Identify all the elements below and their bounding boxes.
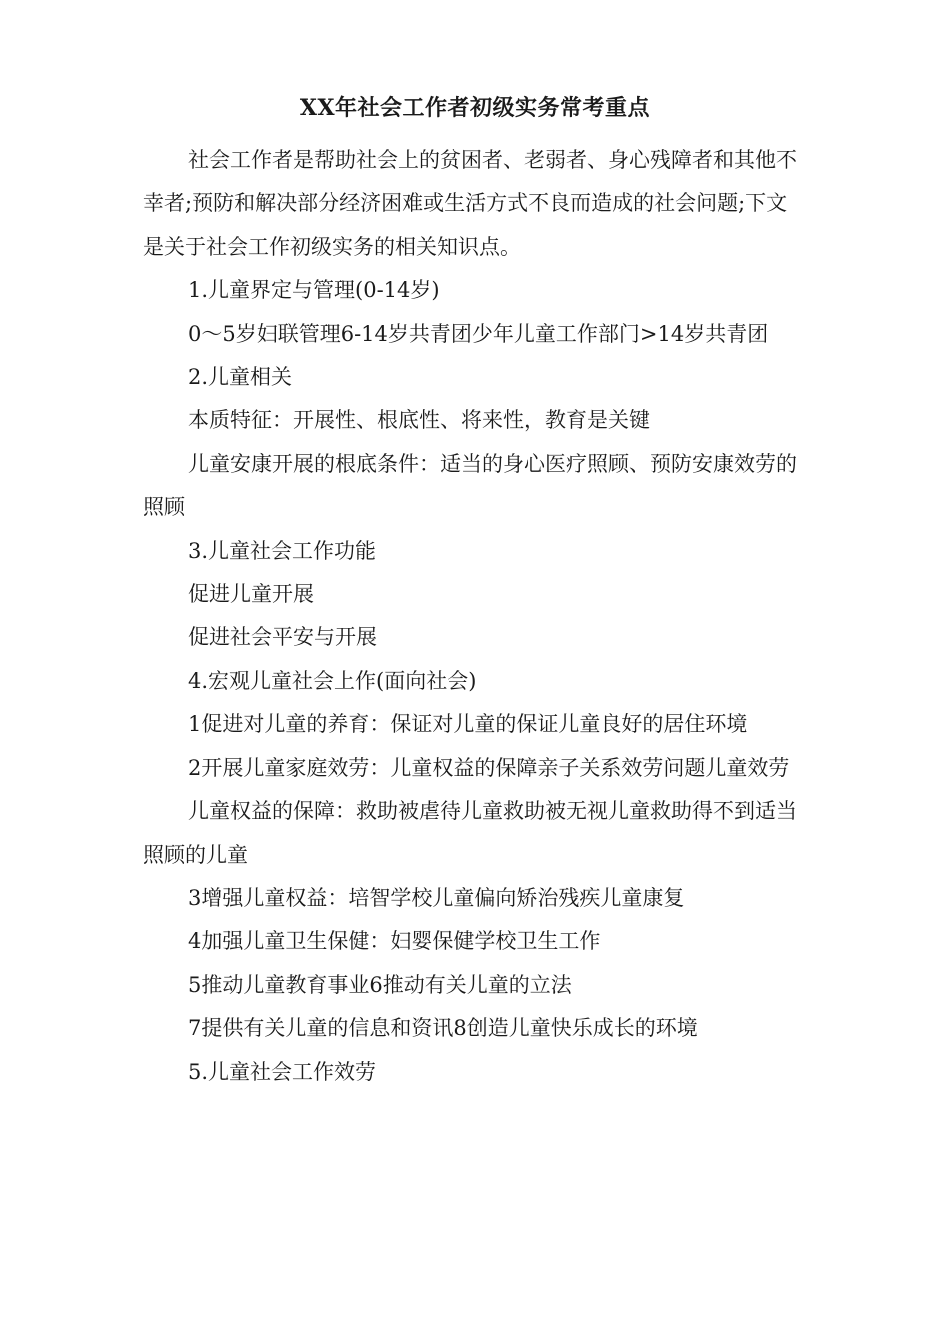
section-heading-1: 1.儿童界定与管理(0-14岁) [188, 278, 440, 303]
paragraph: 5推动儿童教育事业6推动有关儿童的立法 [188, 972, 572, 997]
paragraph: 儿童权益的保障：救助被虐待儿童救助被无视儿童救助得不到适当照顾的儿童 [143, 799, 797, 867]
paragraph: 促进社会平安与开展 [188, 625, 377, 650]
paragraph: 0～5岁妇联管理6-14岁共青团少年儿童工作部门>14岁共青团 [188, 321, 769, 346]
document-body [143, 139, 808, 1094]
section-heading-5: 5.儿童社会工作效劳 [188, 1059, 377, 1084]
paragraph: 4加强儿童卫生保健：妇婴保健学校卫生工作 [188, 929, 601, 954]
intro-paragraph: 社会工作者是帮助社会上的贫困者、老弱者、身心残障者和其他不幸者;预防和解决部分经济困难或生活方式不良而造成的社会问题;下文是关于社会工作初级实务的相关知识点。 [143, 148, 797, 259]
document-title: XX年社会工作者初级实务常考重点 [299, 95, 651, 121]
paragraph: 儿童安康开展的根底条件：适当的身心医疗照顾、预防安康效劳的照顾 [143, 451, 797, 520]
paragraph: 3增强儿童权益：培智学校儿童偏向矫治残疾儿童康复 [188, 885, 685, 910]
paragraph: 1促进对儿童的养育：保证对儿童的保证儿童良好的居住环境 [188, 712, 748, 737]
section-heading-4: 4.宏观儿童社会上作(面向社会) [188, 668, 477, 693]
paragraph: 2开展儿童家庭效劳：儿童权益的保障亲子关系效劳问题儿童效劳 [188, 755, 790, 780]
section-heading-3: 3.儿童社会工作功能 [188, 538, 377, 563]
section-heading-2: 2.儿童相关 [188, 365, 293, 390]
paragraph: 本质特征：开展性、根底性、将来性，教育是关键 [188, 408, 650, 433]
paragraph: 促进儿童开展 [188, 582, 314, 607]
paragraph: 7提供有关儿童的信息和资讯8创造儿童快乐成长的环境 [188, 1016, 698, 1041]
